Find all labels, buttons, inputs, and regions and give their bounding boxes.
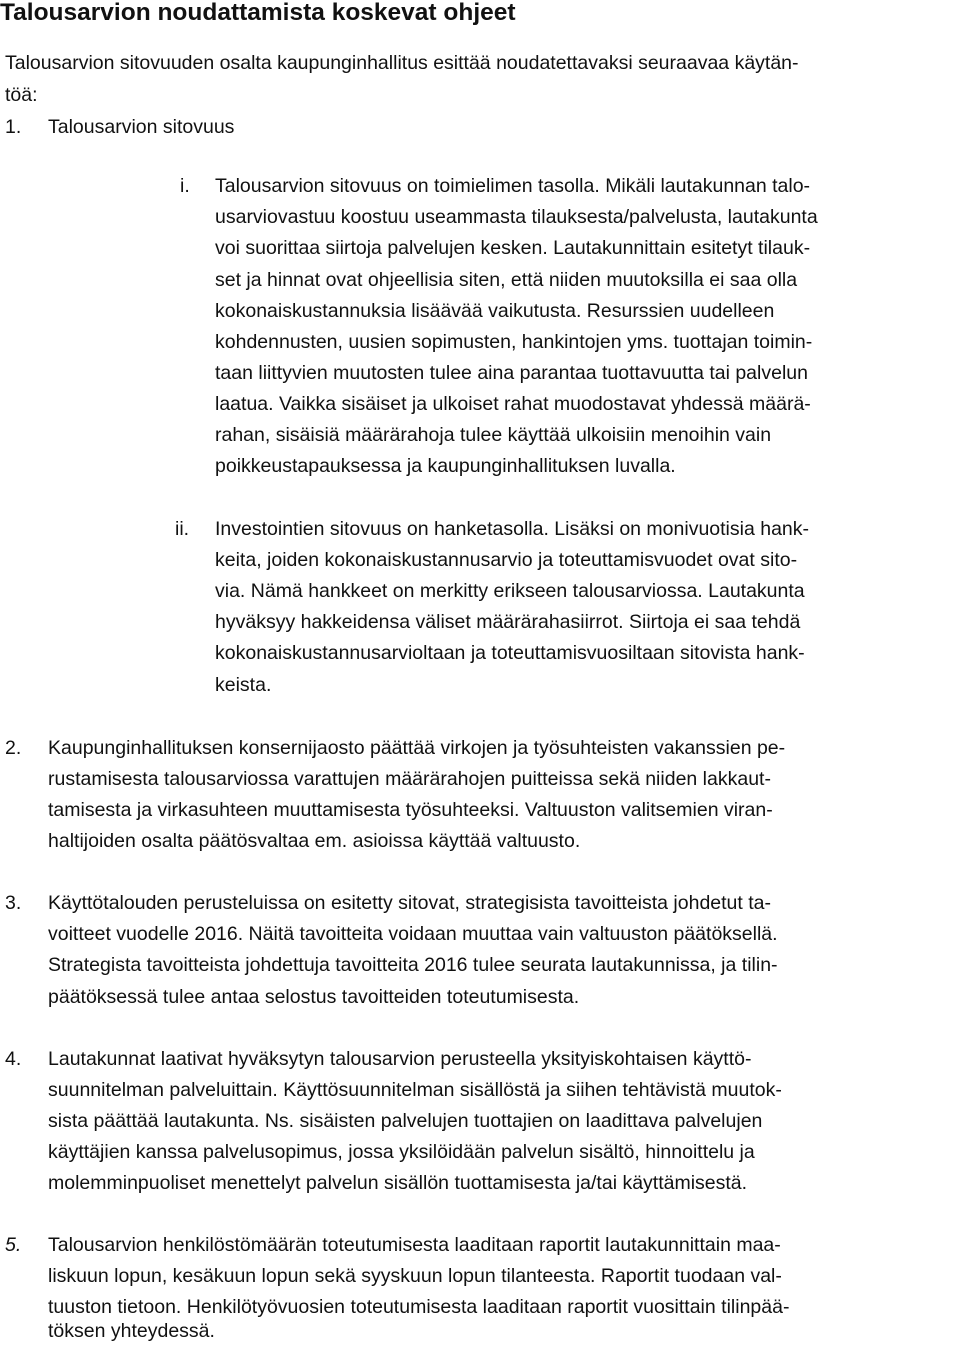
item3-line: Käyttötalouden perusteluissa on esitetty sitovat, strategisista tavoitteista johdetut ta- — [48, 892, 771, 914]
sub-i-line: poikkeustapauksessa ja kaupunginhallituksen luvalla. — [215, 455, 676, 477]
item5-line: liskuun lopun, kesäkuun lopun sekä syyskuun lopun tilanteesta. Raportit tuodaan val- — [48, 1265, 782, 1287]
sub-ii-line: keita, joiden kokonaiskustannusarvio ja toteuttamisvuodet ovat sito- — [215, 549, 798, 571]
item2-number: 2. — [5, 737, 22, 759]
item5-line: Talousarvion henkilöstömäärän toteutumisesta laaditaan raportit lautakunnittain maa- — [48, 1234, 781, 1256]
item2-line: tamisesta ja virkasuhteen muuttamisesta työsuhteeksi. Valtuuston valitsemien viran- — [48, 799, 773, 821]
sub-i-line: voi suorittaa siirtoja palvelujen kesken. Lautakunnittain esitetyt tilauk- — [215, 237, 811, 259]
item5-line: töksen yhteydessä. — [48, 1320, 215, 1342]
item3-line: Strategista tavoitteista johdettuja tavoitteita 2016 tulee seurata lautakunnissa, ja tilin- — [48, 954, 778, 976]
item4-line: sista päättää lautakunta. Ns. sisäisten palvelujen tuottajien on laadittava palvelujen — [48, 1110, 763, 1132]
sub-ii-line: hyväksyy hakkeidensa väliset määrärahasiirrot. Siirtoja ei saa tehdä — [215, 611, 801, 633]
sub-i-line: taan liittyvien muutosten tulee aina parantaa tuottavuutta tai palvelun — [215, 362, 808, 384]
sub-i-line: Talousarvion sitovuus on toimielimen tasolla. Mikäli lautakunnan talo- — [215, 175, 811, 197]
item4-line: molemminpuoliset menettelyt palvelun sisällön tuottamisesta ja/tai käyttämisestä. — [48, 1172, 748, 1194]
item4-line: suunnitelman palveluittain. Käyttösuunnitelman sisällöstä ja siihen tehtävistä muutok- — [48, 1079, 782, 1101]
sub-ii-line: via. Nämä hankkeet on merkitty erikseen talousarviossa. Lautakunta — [215, 580, 805, 602]
intro-line: töä: — [5, 84, 38, 106]
item3-line: päätöksessä tulee antaa selostus tavoitteiden toteutumisesta. — [48, 986, 580, 1008]
sub-i-marker: i. — [180, 175, 190, 197]
item5-line: tuuston tietoon. Henkilötyövuosien toteutumisesta laaditaan raportit vuosittain tilinpää- — [48, 1296, 790, 1318]
sub-ii-line: Investointien sitovuus on hanketasolla. Lisäksi on monivuotisia hank- — [215, 518, 810, 540]
sub-i-line: rahan, sisäisiä määrärahoja tulee käyttää ulkoisiin menoihin vain — [215, 424, 772, 446]
item1-number: 1. — [5, 116, 22, 138]
item2-line: Kaupunginhallituksen konsernijaosto päättää virkojen ja työsuhteisten vakanssien pe- — [48, 737, 786, 759]
sub-ii-line: kokonaiskustannusarvioltaan ja toteuttamisvuosiltaan sitovista hank- — [215, 642, 805, 664]
item2-line: rustamisesta talousarviossa varattujen määrärahojen puitteissa sekä niiden lakkaut- — [48, 768, 771, 790]
item4-line: käyttäjien kanssa palvelusopimus, jossa yksilöidään palvelun sisältö, hinnoittelu ja — [48, 1141, 755, 1163]
sub-ii-line: keista. — [215, 674, 272, 696]
sub-i-line: kohdennusten, uusien sopimusten, hankintojen yms. tuottajan toimin- — [215, 331, 813, 353]
item4-number: 4. — [5, 1048, 22, 1070]
item1-heading: Talousarvion sitovuus — [48, 116, 235, 138]
item3-line: voitteet vuodelle 2016. Näitä tavoitteita voidaan muuttaa vain valtuuston päätöksellä. — [48, 923, 778, 945]
sub-ii-marker: ii. — [175, 518, 190, 540]
sub-i-line: laatua. Vaikka sisäiset ja ulkoiset rahat muodostavat yhdessä määrä- — [215, 393, 811, 415]
intro-line: Talousarvion sitovuuden osalta kaupunginhallitus esittää noudatettavaksi seuraavaa käytän- — [5, 52, 799, 74]
item5-number: 5. — [5, 1234, 22, 1256]
sub-i-line: kokonaiskustannuksia lisäävää vaikutusta. Resurssien uudelleen — [215, 300, 775, 322]
item3-number: 3. — [5, 892, 22, 914]
page-title: Talousarvion noudattamista koskevat ohjeet — [0, 0, 516, 26]
item4-line: Lautakunnat laativat hyväksytyn talousarvion perusteella yksityiskohtaisen käyttö- — [48, 1048, 752, 1070]
item2-line: haltijoiden osalta päätösvaltaa em. asioissa käyttää valtuusto. — [48, 830, 581, 852]
sub-i-line: set ja hinnat ovat ohjeellisia siten, että niiden muutoksilla ei saa olla — [215, 269, 798, 291]
sub-i-line: usarviovastuu koostuu useammasta tilauksesta/palvelusta, lautakunta — [215, 206, 818, 228]
